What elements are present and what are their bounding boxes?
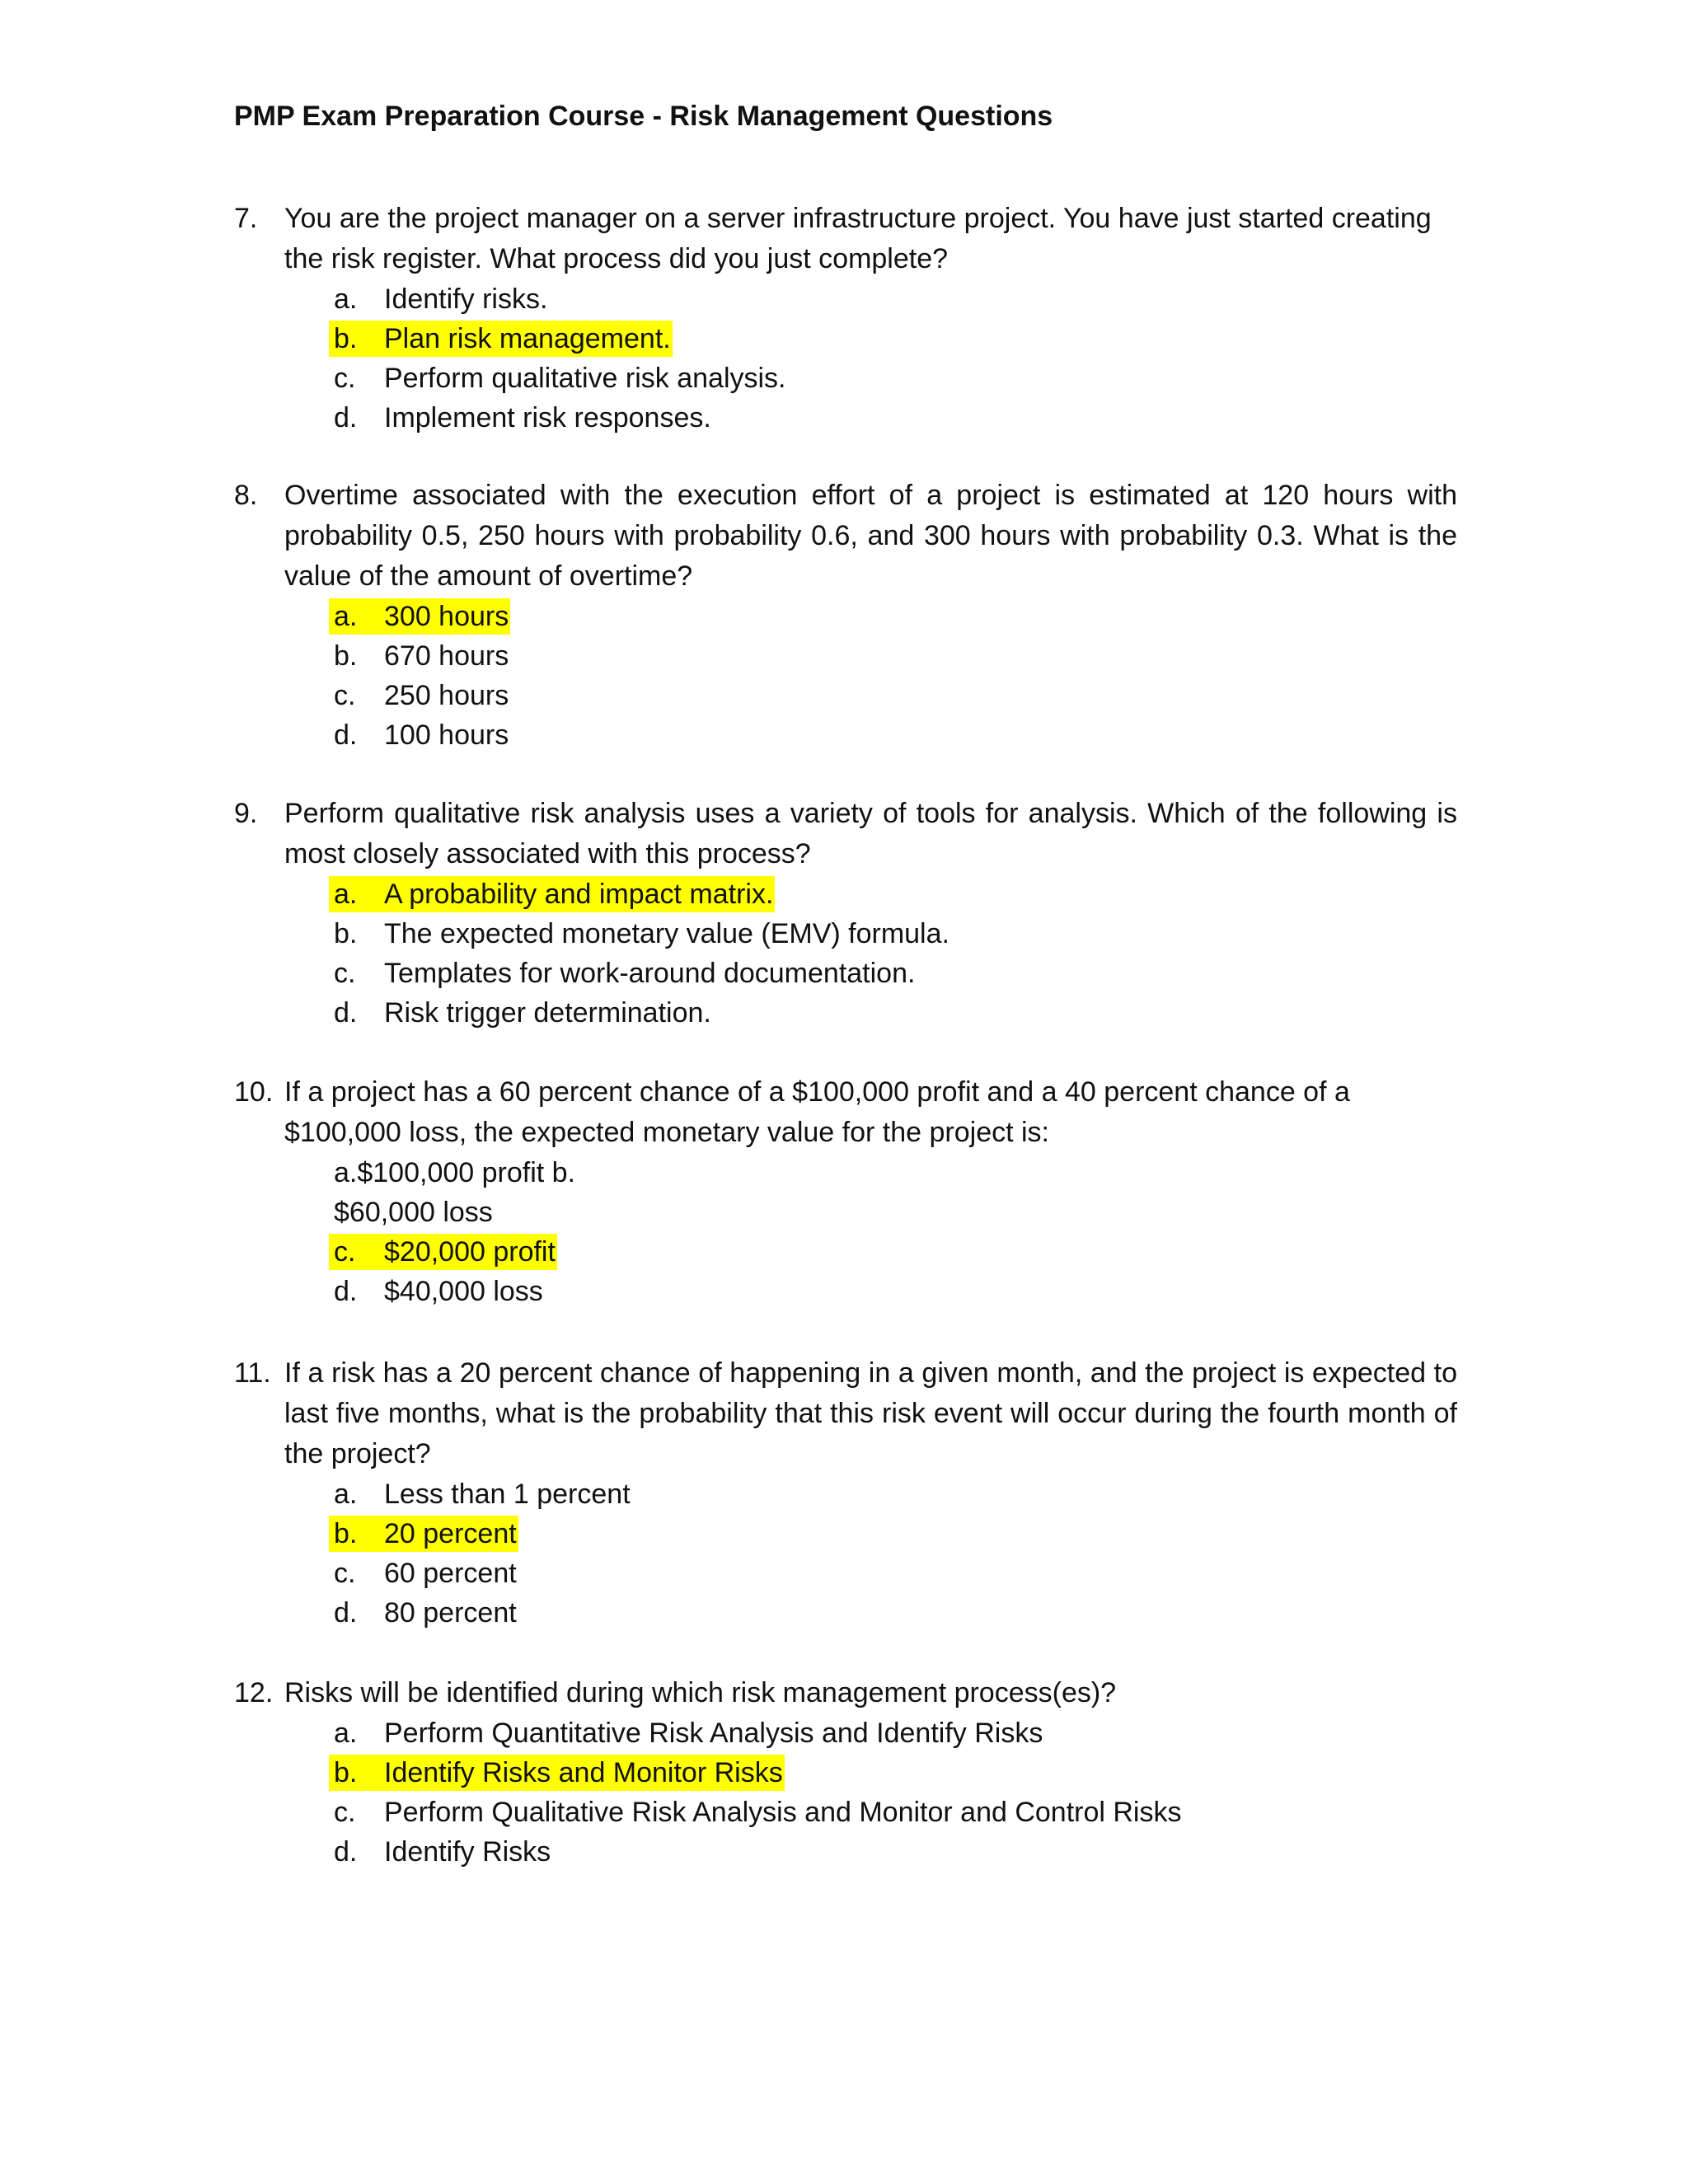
answer-option-c	[334, 954, 1457, 993]
option-letter: d.	[334, 997, 358, 1029]
answer-options	[234, 279, 1457, 438]
answer-options	[234, 1474, 1457, 1633]
option-text: Perform Quantitative Risk Analysis and Identify Risks	[384, 1718, 1043, 1749]
option-letter: d.	[334, 1276, 358, 1307]
question-9	[234, 794, 1457, 1033]
option-text: 250 hours	[384, 680, 509, 711]
answer-option-b	[334, 1514, 1457, 1554]
question-text: Overtime associated with the execution effort of a project is estimated at 120 hours with probability 0.5, 250 hours with probability 0.6, and 300 hours with probability 0.3. What is the value of the amount of overtime?	[284, 480, 1457, 592]
option-letter: d.	[334, 1836, 358, 1868]
answer-option-d	[334, 715, 1457, 755]
option-text: A probability and impact matrix.	[384, 879, 774, 910]
question-text: You are the project manager on a server infrastructure project. You have just started creating the risk register. What process did you just complete?	[284, 203, 1432, 274]
answer-option-b	[334, 636, 1457, 676]
option-letter: c.	[334, 363, 356, 394]
answer-option-c	[334, 359, 1457, 398]
option-letter: c.	[334, 1797, 356, 1828]
answer-options	[234, 597, 1457, 755]
question-text: If a project has a 60 percent chance of a $100,000 profit and a 40 percent chance of a $100,000 loss, the expected monetary value for the project is:	[284, 1076, 1350, 1148]
question-stem	[234, 1072, 1457, 1153]
question-10	[234, 1072, 1457, 1311]
question-stem	[234, 199, 1457, 279]
question-stem	[234, 794, 1457, 874]
option-text: Templates for work-around documentation.	[384, 958, 916, 989]
answer-option-a	[334, 874, 1457, 914]
question-7	[234, 199, 1457, 438]
answer-options	[234, 874, 1457, 1033]
question-number: 11.	[234, 1357, 271, 1389]
option-letter: b.	[334, 1757, 358, 1788]
option-letter: b.	[334, 640, 358, 672]
option-text: 300 hours	[384, 601, 509, 632]
option-letter: b.	[334, 1518, 358, 1549]
option-text: 670 hours	[384, 640, 509, 672]
question-stem	[234, 1673, 1457, 1713]
answer-option-d	[334, 1832, 1457, 1872]
answer-option-a	[334, 1474, 1457, 1514]
question-8	[234, 476, 1457, 755]
answer-option-b	[334, 319, 1457, 359]
option-letter: a.	[334, 1718, 358, 1749]
merged-option-line: a.$100,000 profit b.	[334, 1157, 576, 1188]
answer-option-c	[334, 1554, 1457, 1593]
question-number: 9.	[234, 798, 258, 829]
option-text: $20,000 profit	[384, 1236, 556, 1268]
answer-option-a	[334, 279, 1457, 319]
option-text: Plan risk management.	[384, 323, 671, 354]
option-letter: a.	[334, 879, 358, 910]
question-number: 8.	[234, 480, 258, 511]
answer-options	[234, 1713, 1457, 1872]
answer-option-d	[334, 1593, 1457, 1633]
answer-options	[234, 1153, 1457, 1311]
option-letter: a.	[334, 284, 358, 315]
option-letter: a.	[334, 1479, 358, 1510]
document-title: PMP Exam Preparation Course - Risk Management Questions	[234, 101, 1053, 132]
option-text: Risk trigger determination.	[384, 997, 711, 1029]
option-letter: d.	[334, 1597, 358, 1629]
option-letter: d.	[334, 402, 358, 434]
option-letter: d.	[334, 719, 358, 751]
answer-option-a	[334, 597, 1457, 636]
option-text: Identify Risks	[384, 1836, 551, 1868]
option-text: 100 hours	[384, 719, 509, 751]
question-stem	[234, 476, 1457, 597]
option-text: Less than 1 percent	[384, 1479, 631, 1510]
option-letter: c.	[334, 680, 356, 711]
merged-option-line: $60,000 loss	[334, 1197, 493, 1228]
answer-option-d	[334, 398, 1457, 438]
option-text: The expected monetary value (EMV) formula.	[384, 918, 950, 949]
answer-option-d	[334, 993, 1457, 1033]
answer-option-c	[334, 676, 1457, 715]
option-text: Implement risk responses.	[384, 402, 711, 434]
answer-option-c	[334, 1232, 1457, 1272]
question-text: Perform qualitative risk analysis uses a variety of tools for analysis. Which of the following is most closely associated with this process?	[284, 798, 1457, 869]
option-letter: c.	[334, 1558, 356, 1589]
option-text: Perform qualitative risk analysis.	[384, 363, 786, 394]
question-number: 7.	[234, 203, 258, 234]
question-stem	[234, 1353, 1457, 1474]
answer-option-c	[334, 1793, 1457, 1832]
question-text: Risks will be identified during which risk management process(es)?	[284, 1677, 1117, 1708]
answer-option-b	[334, 1753, 1457, 1793]
option-letter: c.	[334, 1236, 356, 1268]
question-number: 10.	[234, 1076, 274, 1108]
question-number: 12.	[234, 1677, 274, 1708]
option-text: Identify risks.	[384, 284, 548, 315]
question-text: If a risk has a 20 percent chance of happening in a given month, and the project is expected to last five months, what is the probability that this risk event will occur during the fourth month of the project?	[284, 1357, 1457, 1469]
option-letter: b.	[334, 323, 358, 354]
option-letter: c.	[334, 958, 356, 989]
answer-option-a	[334, 1713, 1457, 1753]
option-letter: a.	[334, 601, 358, 632]
question-11	[234, 1353, 1457, 1633]
option-text: 60 percent	[384, 1558, 517, 1589]
option-text: Identify Risks and Monitor Risks	[384, 1757, 783, 1788]
question-12	[234, 1673, 1457, 1872]
option-text: Perform Qualitative Risk Analysis and Monitor and Control Risks	[384, 1797, 1182, 1828]
answer-option-d	[334, 1272, 1457, 1311]
option-text: 20 percent	[384, 1518, 517, 1549]
option-text: $40,000 loss	[384, 1276, 543, 1307]
answer-option-b	[334, 914, 1457, 954]
option-text: 80 percent	[384, 1597, 517, 1629]
option-letter: b.	[334, 918, 358, 949]
